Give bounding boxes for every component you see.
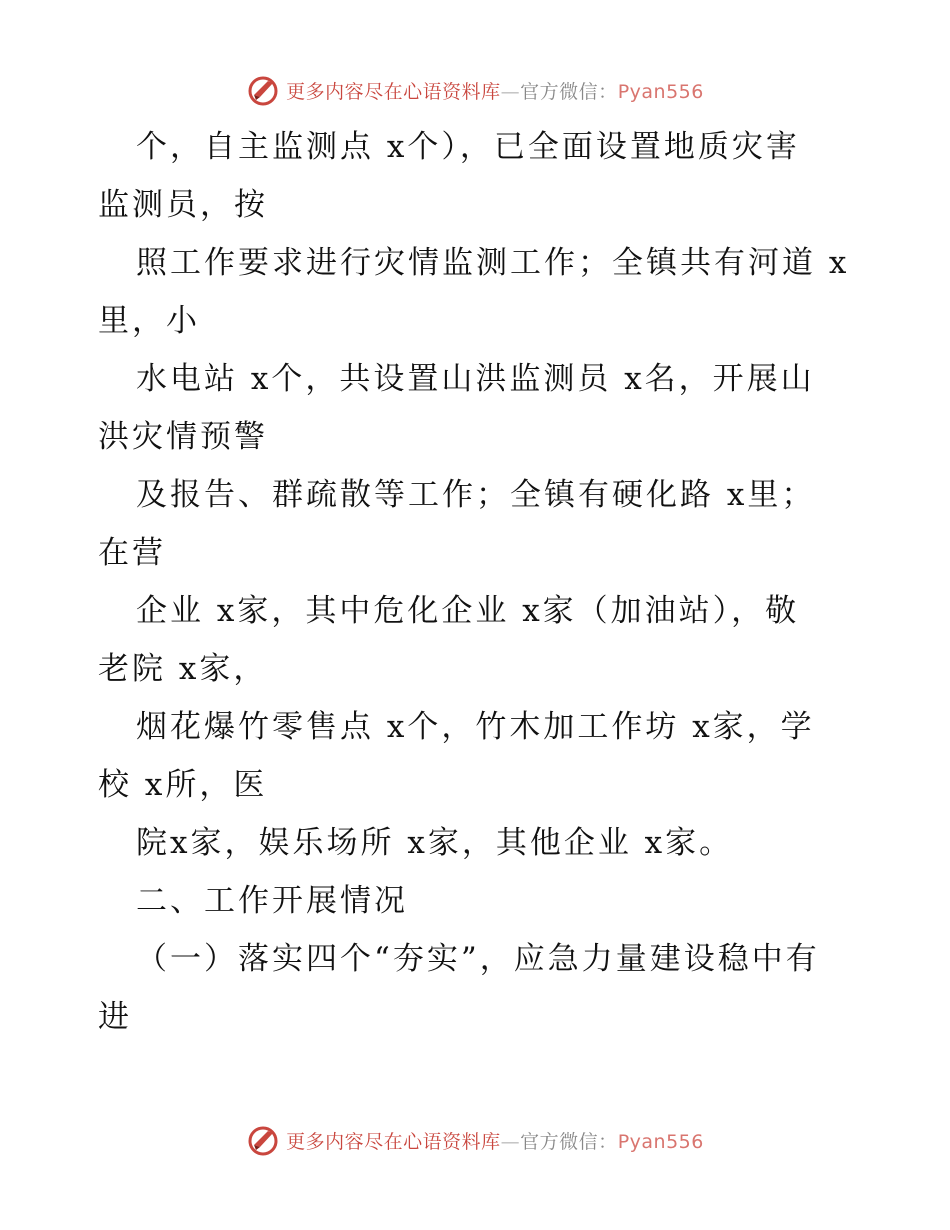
watermark-text	[286, 1127, 704, 1154]
text-line: 院x家，娱乐场所 x家，其他企业 x家。	[136, 825, 734, 861]
watermark-wechat-label: 官方微信：	[520, 1130, 618, 1153]
text-line: 企业 x家，其中危化企业 x家（加油站），敬	[136, 593, 800, 629]
text-line: （一）落实四个“夯实”，应急力量建设稳中有	[136, 941, 820, 977]
text-line: 洪灾情预警	[98, 419, 268, 455]
watermark-dash: —	[500, 1130, 521, 1153]
watermark-site: 更多内容尽在心语资料库	[286, 1130, 501, 1153]
text-line: 老院 x家，	[98, 651, 268, 687]
watermark-text	[286, 77, 704, 104]
text-line: 监测员，按	[98, 187, 268, 223]
text-line: 进	[98, 999, 132, 1035]
text-line: 在营	[98, 535, 166, 571]
watermark-wechat-label: 官方微信：	[520, 80, 618, 103]
pen-logo-icon	[246, 1123, 280, 1157]
watermark-wechat-id: Pyan556	[617, 1130, 704, 1153]
text-line: 照工作要求进行灾情监测工作；全镇共有河道 x	[136, 245, 850, 281]
text-line: 二、工作开展情况	[136, 883, 408, 919]
header-watermark	[0, 70, 950, 110]
watermark-site: 更多内容尽在心语资料库	[286, 80, 501, 103]
document-body	[98, 118, 858, 1046]
footer-watermark	[0, 1120, 950, 1160]
text-line: 里，小	[98, 303, 200, 339]
text-line: 校 x所，医	[98, 767, 268, 803]
pen-logo-icon	[246, 73, 280, 107]
watermark-wechat-id: Pyan556	[617, 80, 704, 103]
text-line: 水电站 x个，共设置山洪监测员 x名，开展山	[136, 361, 815, 397]
watermark-dash: —	[500, 80, 521, 103]
text-line: 个，自主监测点 x个），已全面设置地质灾害	[136, 129, 800, 165]
text-line: 烟花爆竹零售点 x个，竹木加工作坊 x家，学	[136, 709, 815, 745]
text-line: 及报告、群疏散等工作；全镇有硬化路 x里；	[136, 477, 816, 513]
